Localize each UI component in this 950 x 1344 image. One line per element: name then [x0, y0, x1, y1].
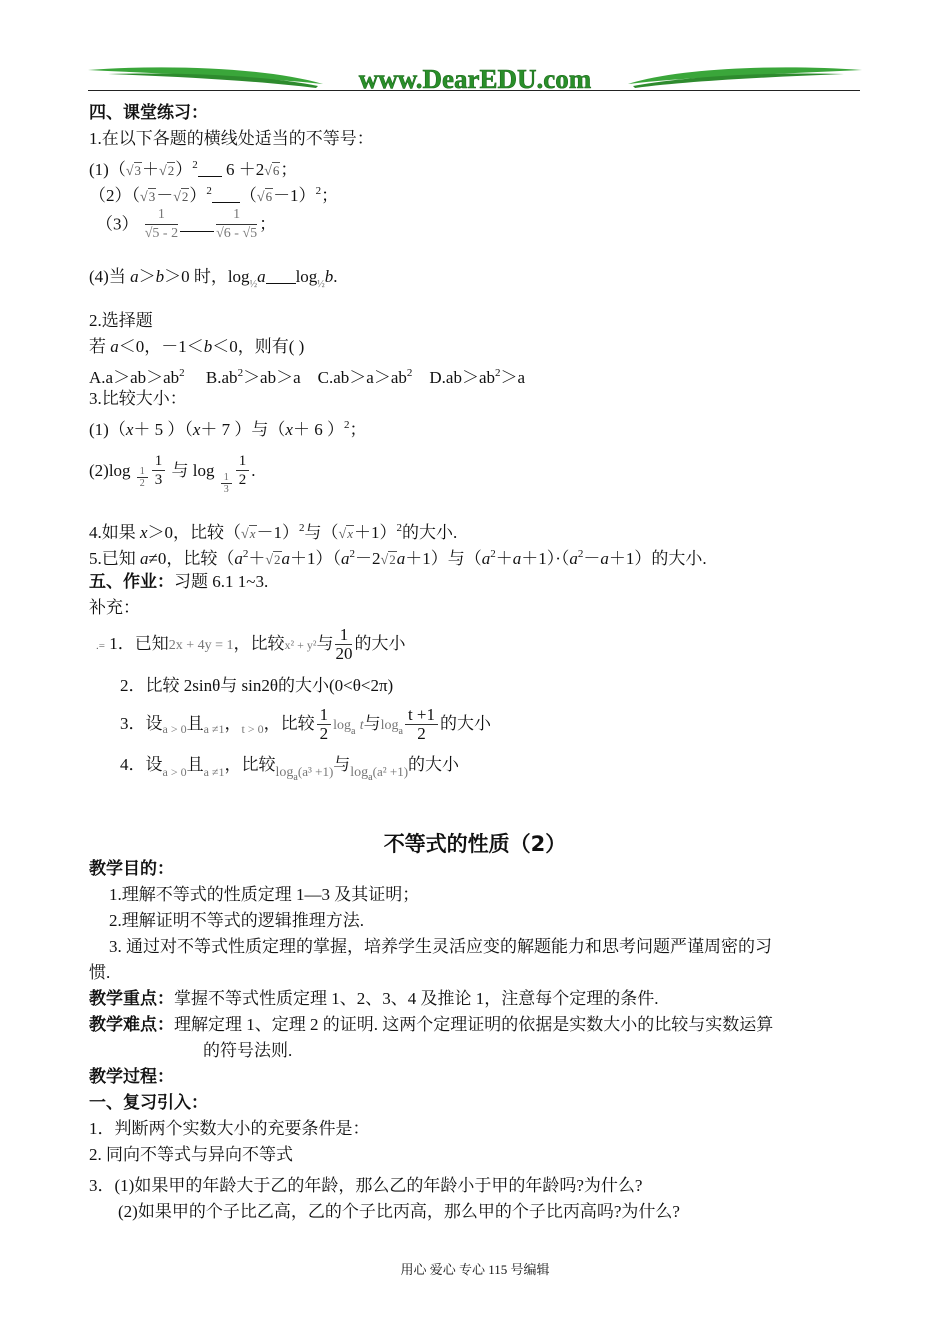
goal-label: 教学目的： [89, 859, 174, 878]
supp-ex-1: .= 1．已知2x + 4y = 1，比较x² + y²与 $\frac{1}{20}$ 的大小 [96, 625, 406, 663]
difficult-points: 教学难点：理解定理 1、定理 2 的证明. 这两个定理证明的依据是实数大小的比较与实数运算 [89, 1015, 774, 1034]
process-label: 教学过程： [89, 1067, 174, 1086]
review-2: 2. 同向不等式与异向不等式 [89, 1145, 293, 1164]
q2-prompt: 2.选择题 [89, 311, 153, 330]
q3-prompt: 3.比较大小： [89, 389, 187, 408]
goal-3-cont: 惯. [89, 963, 111, 982]
review-heading: 一、复习引入： [89, 1093, 208, 1112]
goal-1: 1.理解不等式的性质定理 1—3 及其证明； [109, 885, 420, 904]
difficult-points-cont: 的符号法则. [203, 1041, 293, 1060]
q1-item-2: $(2)(√3-√2)^2$ $(√6-1)^2$； [89, 185, 339, 205]
goal-2: 2.理解证明不等式的逻辑推理方法. [109, 911, 364, 930]
review-3a: 3．(1)如果甲的年龄大于乙的年龄，那么乙的年龄小于甲的年龄吗?为什么? [89, 1176, 643, 1195]
site-logo: www.DearEDU.com [358, 64, 592, 94]
q3-item-1: (1)（x＋ 5 ）（x＋ 7 ）与（x＋ 6 ）$^2$； [89, 419, 367, 439]
q2-stem: 若 a＜0，－1＜b＜0，则有( ) [89, 337, 305, 356]
q4: 4.如果 x＞0，比较$(√x-1)^2$与$(√x+1)^2$的大小. [89, 522, 458, 542]
q1-prompt: 1.在以下各题的横线处适当的不等号： [89, 129, 374, 148]
review-1: 1．判断两个实数大小的充要条件是： [89, 1119, 370, 1138]
supp-ex-4: 4．设$_{a > 0}$且$_{a \ne 1}$，比较$_{loga(a^3 +1)}$与$_{loga(a^2 +1)}$的大小 [120, 755, 460, 783]
review-3b: (2)如果甲的个子比乙高，乙的个子比丙高，那么甲的个子比丙高吗?为什么? [118, 1202, 680, 1221]
section-5: 五、作业：习题 6.1 1~3. [89, 572, 269, 591]
header-rule [88, 90, 860, 91]
q5: 5.已知 a≠0，比较$(a^2+√2a+1)(a^2-2√2a+1)$与$(a^2+a+1)\cdot(a^2-a+1)$的大小. [89, 548, 707, 568]
goal-3: 3. 通过对不等式性质定理的掌握，培养学生灵活应变的解题能力和思考问题严谨周密的习 [109, 937, 772, 956]
supplement-label: 补充： [89, 598, 140, 617]
q1-item-1: $(1)(√3+√2)^2$ 6 ＋2√6； [89, 159, 298, 179]
left-swoosh-2 [108, 74, 318, 89]
supp-ex-3: 3．设$_{a > 0}$且$_{a \ne 1}$，$_{t > 0}$，比较 $\frac{1}{2}$ $\log_a t$与$\log_a$ $\frac{t +1}{2}$ 的大小 [120, 705, 492, 743]
q1-item-3: （3） $\frac{1}{√5 - 2}$ $\frac{1}{√6 - √5}$ ； [96, 207, 277, 241]
section-4-heading: 四、课堂练习： [89, 103, 208, 122]
page-footer: 用心 爱心 专心 115 号编辑 [400, 1262, 550, 1277]
q3-item-2: (2)log $\frac{1}{2}$ $\frac{1}{3}$ 与 log $\frac{1}{3}$ $\frac{1}{2}$ . [89, 453, 256, 495]
supp-ex-2: 2．比较 2sinθ与 sin2θ的大小(0<θ<2π) [120, 676, 394, 695]
q1-item-4: (4)当 a＞b＞0 时，$\log_{\frac{1}{2}}a$ $\log_{\frac{1}{2}}b$. [89, 267, 338, 290]
key-points: 教学重点：掌握不等式性质定理 1、2、3、4 及推论 1，注意每个定理的条件. [89, 989, 659, 1008]
q2-options: $A.a>ab>ab^2$ $B.ab^2>ab>a$ $C.ab>a>ab^2$ $D.ab>ab^2>a$ [89, 367, 526, 387]
lesson-title: 不等式的性质（2） [383, 832, 567, 856]
